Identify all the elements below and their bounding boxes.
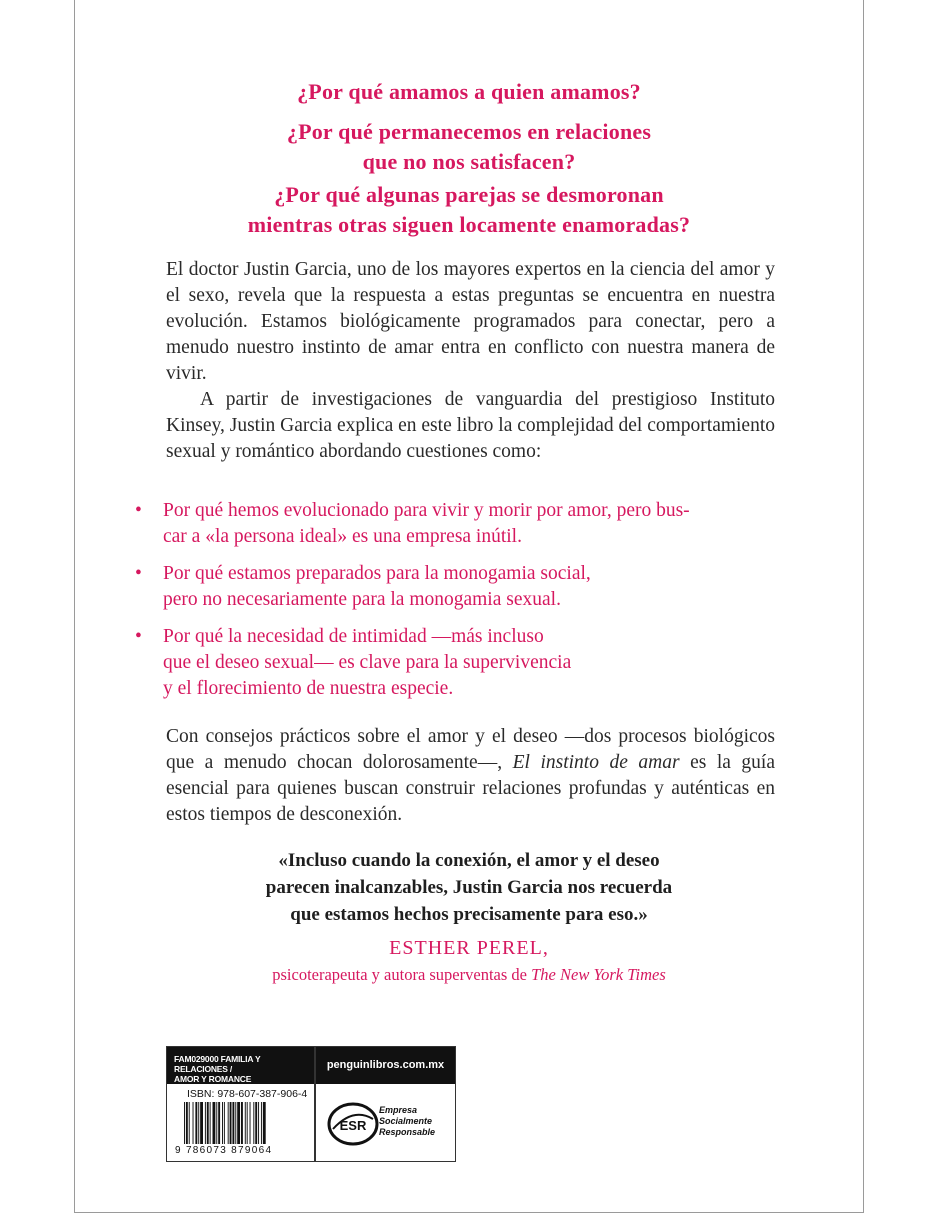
barcode-bar	[200, 1102, 203, 1144]
barcode-bar	[230, 1102, 232, 1144]
barcode-bar	[207, 1102, 209, 1144]
category-label	[167, 1047, 314, 1084]
barcode-bar	[184, 1102, 185, 1144]
category-line-2: AMOR Y ROMANCE	[174, 1074, 252, 1084]
endorsement-quote	[75, 847, 863, 928]
intro-text	[166, 257, 775, 465]
question-2-line-1: ¿Por qué permanecemos en relaciones	[286, 119, 652, 144]
barcode-bar	[198, 1102, 199, 1144]
intro-paragraph-2: A partir de investigaciones de vanguardia del prestigioso Instituto Kinsey, Justin Garcia explica en este libro la complejidad del comportamiento sexual y romántico abordando cuestiones como:	[166, 389, 776, 462]
barcode-bar	[186, 1102, 188, 1144]
barcode-bar	[224, 1102, 225, 1144]
barcode-bar	[216, 1102, 217, 1144]
barcode-bar	[258, 1102, 259, 1144]
barcode-bar	[195, 1102, 197, 1144]
intro-paragraph-1: El doctor Justin Garcia, uno de los mayores expertos en la ciencia del amor y el sexo, revela que la respuesta a estas preguntas se encuentra en nuestra evolución. Estamos biológicamente programados para conectar, pero a menudo nuestro instinto de amar entra en conflicto con nuestra manera de vivir.	[166, 259, 775, 384]
bullet-item-1	[135, 498, 778, 550]
barcode-bar	[253, 1102, 254, 1144]
bullet-2-line-2: pero no necesariamente para la monogamia sexual.	[163, 589, 561, 610]
question-1	[75, 77, 863, 107]
question-2-line-2: que no nos satisfacen?	[362, 149, 576, 174]
bullet-3-line-3: y el florecimiento de nuestra especie.	[163, 678, 454, 699]
quote-author: ESTHER PEREL,	[389, 937, 549, 959]
bullet-3-line-1: Por qué la necesidad de intimidad —más incluso	[163, 626, 544, 647]
barcode-bar	[247, 1102, 248, 1144]
bullet-list	[135, 498, 778, 713]
barcode-bar	[222, 1102, 223, 1144]
barcode-box	[166, 1046, 456, 1162]
category-line-1: FAM029000 FAMILIA Y RELACIONES /	[174, 1054, 261, 1074]
barcode-bar	[193, 1102, 194, 1144]
divider	[314, 1047, 316, 1161]
bullet-3-line-2: que el deseo sexual— es clave para la supervivencia	[163, 652, 572, 673]
bullet-2-line-1: Por qué estamos preparados para la monogamia social,	[163, 563, 591, 584]
esr-label	[379, 1105, 435, 1138]
closing-text-end: es la guía esencial para quienes buscan construir relaciones profundas y auténticas en estos tiempos de desconexión.	[166, 752, 776, 825]
barcode-bar	[255, 1102, 257, 1144]
barcode-bar	[261, 1102, 262, 1144]
barcode-bar	[237, 1102, 240, 1144]
quote-line-3: que estamos hechos precisamente para eso.»	[290, 904, 648, 925]
esr-label-line-2: Socialmente	[379, 1116, 433, 1126]
barcode-digits: 9 786073 879064	[175, 1145, 273, 1156]
barcode-bar	[189, 1102, 190, 1144]
esr-logo-text: ESR	[339, 1118, 367, 1133]
question-3-line-1: ¿Por qué algunas parejas se desmoronan	[274, 182, 664, 207]
esr-label-line-1: Empresa	[379, 1105, 418, 1115]
bullet-dot: •	[135, 626, 142, 647]
author-role-text: psicoterapeuta y autora superventas de	[272, 965, 532, 984]
bullet-item-3	[135, 624, 778, 702]
barcode-image	[182, 1102, 309, 1144]
quote-line-2: parecen inalcanzables, Justin Garcia nos recuerda	[265, 877, 673, 898]
barcode-bar	[218, 1102, 220, 1144]
barcode-bar	[263, 1102, 266, 1144]
question-3	[75, 180, 863, 240]
barcode-bar	[205, 1102, 206, 1144]
quote-author-role	[75, 965, 863, 985]
book-title: El instinto de amar	[512, 752, 680, 773]
question-2	[75, 117, 863, 177]
esr-label-line-3: Responsable	[379, 1127, 436, 1137]
isbn-text: ISBN: 978-607-387-906-4	[187, 1088, 308, 1100]
closing-text-start: Con consejos prácticos sobre el amor y el deseo —dos procesos biológicos que a menudo chocan dolorosamente—,	[166, 726, 775, 773]
bullet-1-line-1: Por qué hemos evolucionado para vivir y morir por amor, pero bus-	[163, 500, 690, 521]
barcode-bar	[245, 1102, 246, 1144]
publisher-website: penguinlibros.com.mx	[316, 1047, 455, 1084]
barcode-bar	[228, 1102, 229, 1144]
barcode-bar	[213, 1102, 216, 1144]
barcode-bar	[235, 1102, 236, 1144]
question-3-line-2: mientras otras siguen locamente enamoradas?	[247, 212, 691, 237]
bullet-dot: •	[135, 500, 142, 521]
closing-paragraph	[166, 724, 775, 828]
question-1-line: ¿Por qué amamos a quien amamos?	[297, 79, 641, 104]
barcode-bar	[241, 1102, 243, 1144]
barcode-bar	[250, 1102, 251, 1144]
barcode-bar	[210, 1102, 211, 1144]
bullet-dot: •	[135, 563, 142, 584]
publication-name: The New York Times	[531, 965, 666, 984]
bullet-item-2	[135, 561, 778, 613]
quote-line-1: «Incluso cuando la conexión, el amor y el deseo	[278, 850, 660, 871]
barcode-bar	[232, 1102, 234, 1144]
back-cover	[74, 0, 864, 1213]
bullet-1-line-2: car a «la persona ideal» es una empresa inútil.	[163, 526, 522, 547]
